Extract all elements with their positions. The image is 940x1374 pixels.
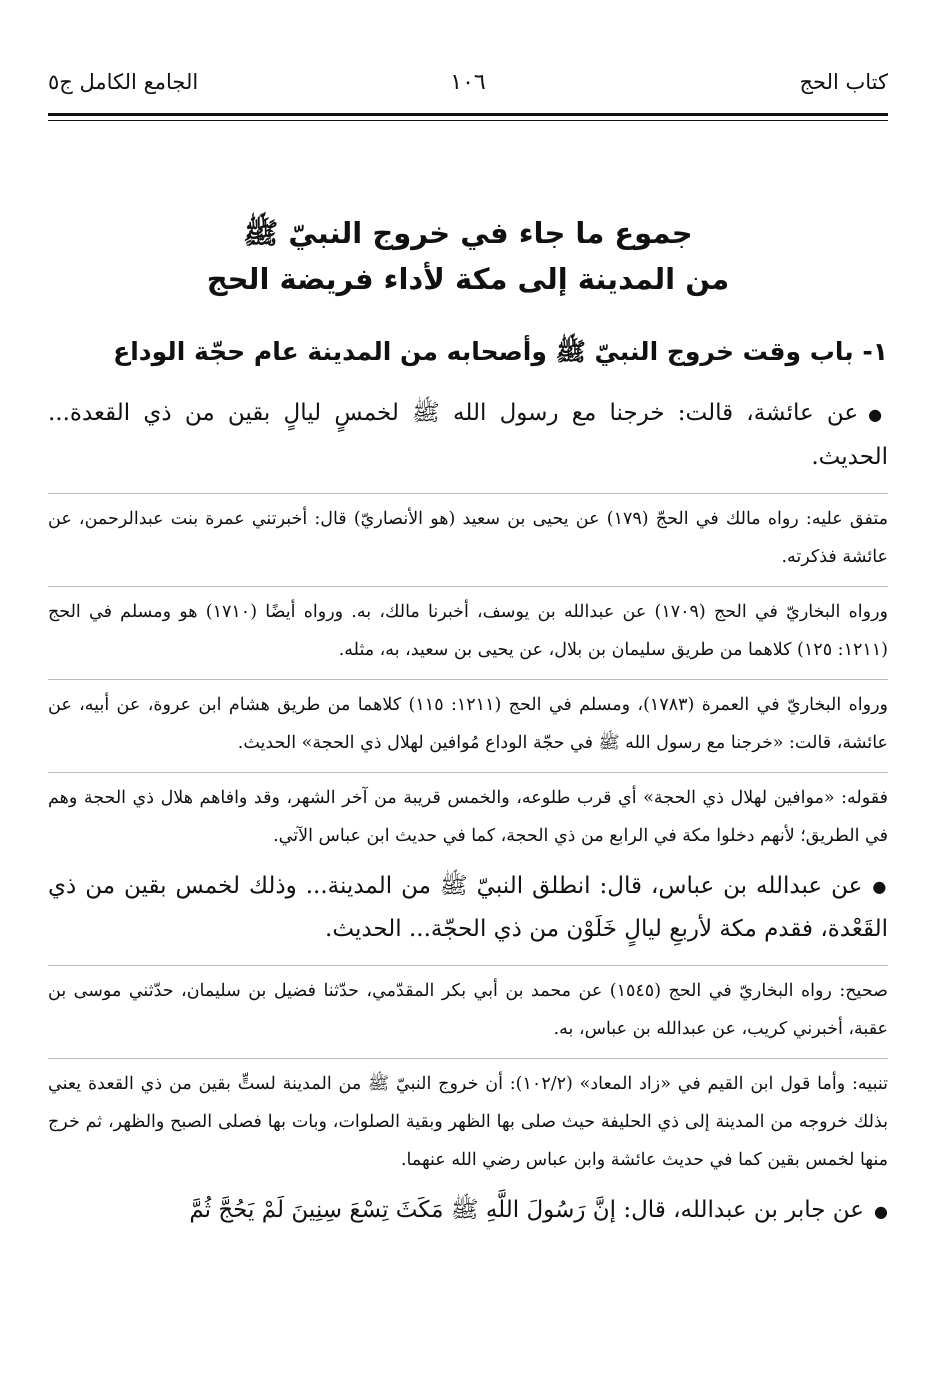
bullet-icon: ● bbox=[868, 404, 888, 424]
hadith-text: عن جابر بن عبدالله، قال: إنَّ رَسُولَ اللَّهِ ﷺ مَكَثَ تِسْعَ سِنِينَ لَمْ يَحُجَّ ثُمَّ bbox=[189, 1197, 865, 1223]
book-volume-title: الجامع الكامل ج٥ bbox=[48, 70, 199, 94]
hadith-paragraph bbox=[48, 1189, 888, 1233]
commentary-paragraph: متفق عليه: رواه مالك في الحجّ (١٧٩) عن يحيى بن سعيد (هو الأنصاريّ) قال: أخبرتني عمرة بنت عبدالرحمن، عن عائشة فذكرته. bbox=[48, 493, 888, 576]
hadith-paragraph bbox=[48, 392, 888, 479]
commentary-paragraph: فقوله: «موافين لهلال ذي الحجة» أي قرب طلوعه، والخمس قريبة من آخر الشهر، وقد وافاهم هلال ذي الحجة وهم في الطريق؛ لأنهم دخلوا مكة في الرابع من ذي الحجة، كما في حديث ابن عباس الآتي. bbox=[48, 772, 888, 855]
chapter-title-line-2: من المدينة إلى مكة لأداء فريضة الحج bbox=[206, 262, 730, 296]
chapter-title-line-1: جموع ما جاء في خروج النبيّ ﷺ bbox=[243, 216, 693, 250]
commentary-paragraph: صحيح: رواه البخاريّ في الحج (١٥٤٥) عن محمد بن أبي بكر المقدّمي، حدّثنا فضيل بن سليمان، حدّثني موسى بن عقبة، أخبرني كريب، عن عبدالله بن عباس، به. bbox=[48, 965, 888, 1048]
header-rule-thin bbox=[48, 120, 888, 121]
page-content bbox=[48, 392, 888, 1247]
book-section-title: كتاب الحج bbox=[799, 70, 888, 94]
bullet-icon: ● bbox=[874, 1201, 888, 1221]
chapter-title bbox=[48, 210, 888, 302]
running-head bbox=[48, 70, 888, 114]
hadith-text: عن عبدالله بن عباس، قال: انطلق النبيّ ﷺ من المدينة... وذلك لخمس بقين من ذي القَعْدة، فقدم مكة لأربعِ ليالٍ خَلَوْن من ذي الحجّة... الحديث. bbox=[48, 872, 888, 942]
bullet-icon: ● bbox=[872, 877, 888, 896]
section-title: ١- باب وقت خروج النبيّ ﷺ وأصحابه من المدينة عام حجّة الوداع bbox=[113, 337, 888, 366]
commentary-paragraph: ورواه البخاريّ في العمرة (١٧٨٣)، ومسلم في الحج (١٢١١: ١١٥) كلاهما من طريق هشام ابن عروة، عن أبيه، عن عائشة، قالت: «خرجنا مع رسول الله ﷺ في حجّة الوداع مُوافين لهلال ذي الحجة» الحديث. bbox=[48, 679, 888, 762]
hadith-paragraph bbox=[48, 865, 888, 952]
commentary-paragraph: ورواه البخاريّ في الحج (١٧٠٩) عن عبدالله بن يوسف، أخبرنا مالك، به. ورواه أيضًا (١٧١٠) هو ومسلم في الحج (١٢١١: ١٢٥) كلاهما من طريق سليمان بن بلال، عن يحيى بن سعيد، به، مثله. bbox=[48, 586, 888, 669]
hadith-text: عن عائشة، قالت: خرجنا مع رسول الله ﷺ لخمسٍ ليالٍ بقين من ذي القعدة... الحديث. bbox=[48, 400, 888, 470]
page-number: ١٠٦ bbox=[450, 70, 486, 95]
header-rule-thick bbox=[48, 113, 888, 116]
commentary-paragraph: تنبيه: وأما قول ابن القيم في «زاد المعاد» (١٠٢/٢): أن خروج النبيّ ﷺ من المدينة لستٍّ بقين من ذي القعدة يعني بذلك خروجه من المدينة إلى ذي الحليفة حيث صلى بها الظهر وبقية الصلوات، وبات بها فصلى الصبح والظهر، ثم خرج منها لخمس بقين كما في حديث عائشة وابن عباس رضي الله عنهما. bbox=[48, 1058, 888, 1179]
